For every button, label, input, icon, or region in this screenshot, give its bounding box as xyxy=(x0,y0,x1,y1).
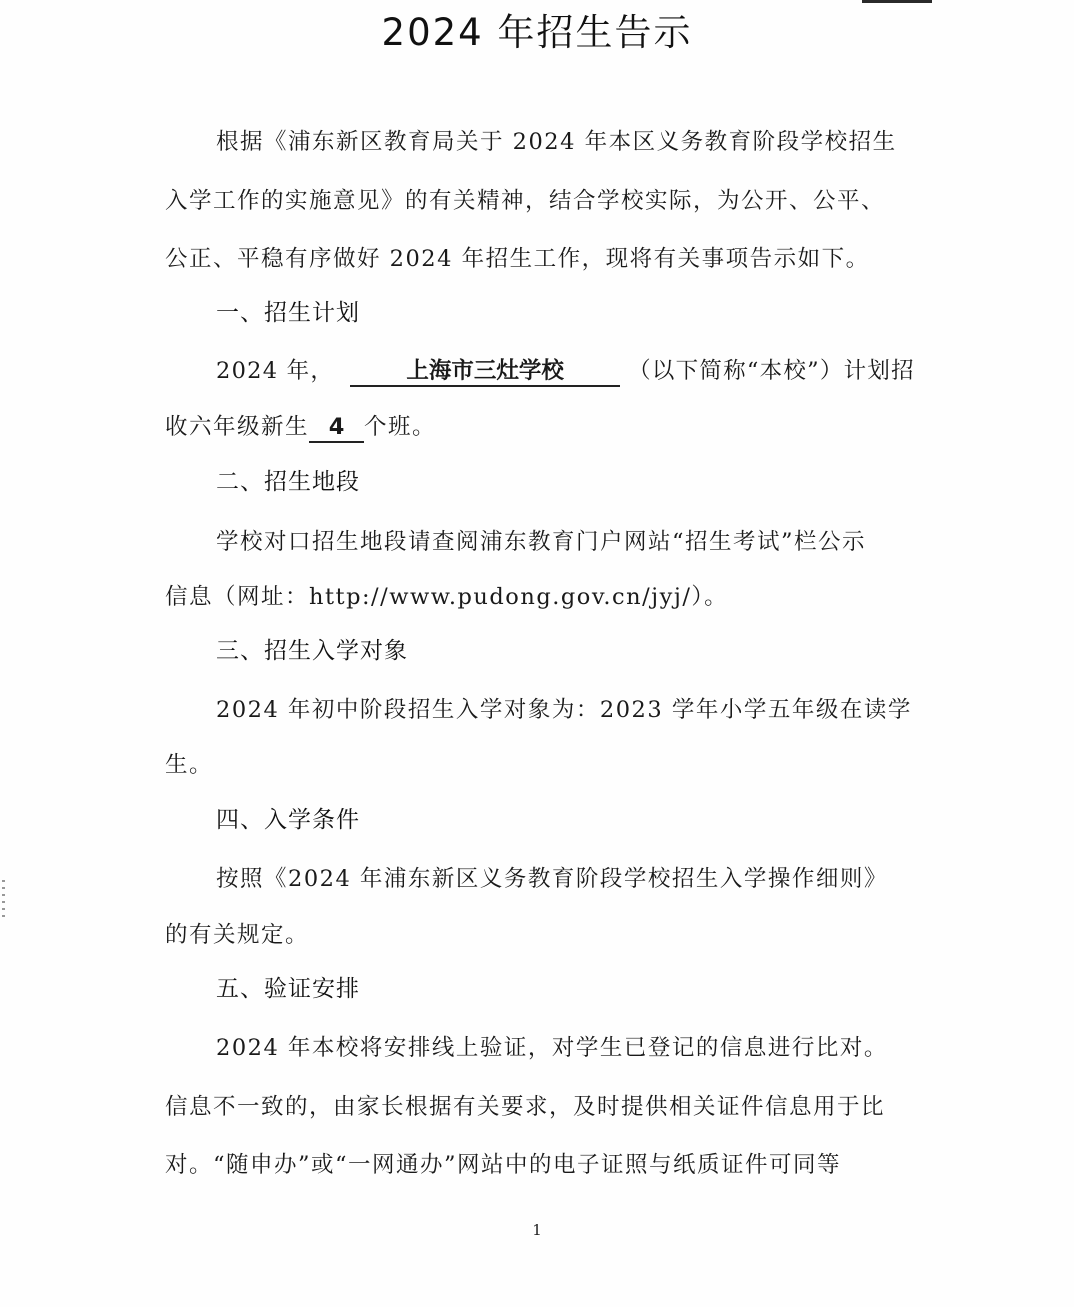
class-unit-text: 个班。 xyxy=(364,414,437,440)
page-title: 2024 年招生告示 xyxy=(381,11,693,54)
section-5-line-2: 信息不一致的，由家长根据有关要求，及时提供相关证件信息用于比 xyxy=(165,1094,886,1120)
section-3-line-2: 生。 xyxy=(165,752,214,778)
section-heading-1: 一、招生计划 xyxy=(216,300,360,326)
enroll-text: 收六年级新生 xyxy=(165,414,310,440)
section-3-line-1: 2024 年初中阶段招生入学对象为：2023 学年小学五年级在读学 xyxy=(216,697,912,723)
section-5-line-3: 对。“随申办”或“一网通办”网站中的电子证照与纸质证件可同等 xyxy=(165,1152,842,1178)
section-4-line-1: 按照《2024 年浦东新区义务教育阶段学校招生入学操作细则》 xyxy=(216,866,888,892)
section-4-line-2: 的有关规定。 xyxy=(165,922,310,948)
section-heading-4: 四、入学条件 xyxy=(216,807,360,833)
intro-line-3: 公正、平稳有序做好 2024 年招生工作，现将有关事项告示如下。 xyxy=(165,246,870,272)
section-heading-2: 二、招生地段 xyxy=(216,469,360,495)
section-2-line-1: 学校对口招生地段请查阅浦东教育门户网站“招生考试”栏公示 xyxy=(216,529,867,555)
class-count-field: 4 xyxy=(309,413,364,443)
intro-line-2: 入学工作的实施意见》的有关精神，结合学校实际，为公开、公平、 xyxy=(165,188,886,214)
section-heading-5: 五、验证安排 xyxy=(216,976,360,1002)
page-number: 1 xyxy=(532,1221,542,1239)
scan-mark xyxy=(862,0,932,3)
intro-line-1: 根据《浦东新区教育局关于 2024 年本区义务教育阶段学校招生 xyxy=(216,129,897,155)
section-1-line-1 xyxy=(216,356,915,387)
section-5-line-1: 2024 年本校将安排线上验证，对学生已登记的信息进行比对。 xyxy=(216,1035,888,1061)
school-name-field: 上海市三灶学校 xyxy=(350,357,620,387)
plan-year-text: 2024 年， xyxy=(216,358,335,384)
scan-speck xyxy=(2,880,5,920)
plan-text: （以下简称“本校”）计划招 xyxy=(628,358,915,384)
section-1-line-2 xyxy=(165,412,436,443)
section-2-line-2: 信息（网址：http://www.pudong.gov.cn/jyj/）。 xyxy=(165,584,729,610)
section-heading-3: 三、招生入学对象 xyxy=(216,638,408,664)
